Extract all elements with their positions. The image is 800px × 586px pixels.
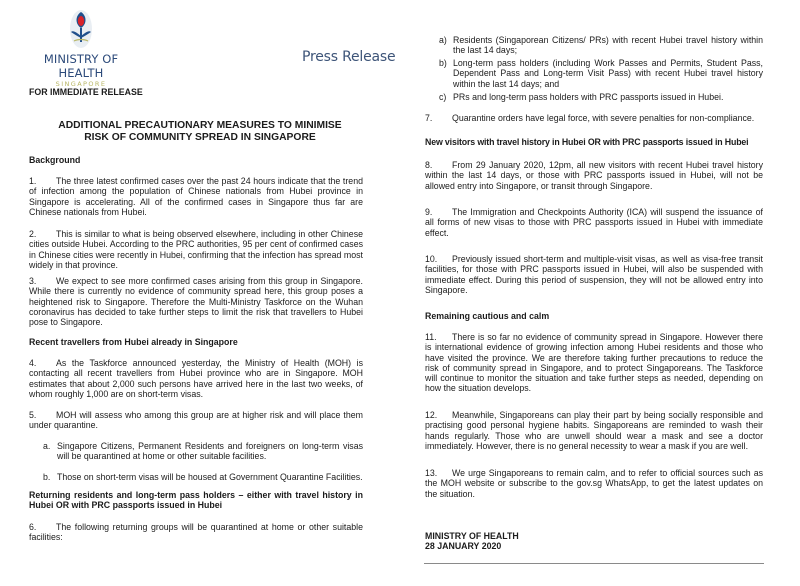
paragraph-text: From 29 January 2020, 12pm, all new visitors with recent Hubei travel history within the last 14 days, or those with PRC passports issued in Hubei, will not be allowed entry into Singapore, or transit through Singapore. [425, 160, 763, 191]
moh-logo [26, 8, 136, 88]
paragraph-number: 6. [29, 522, 37, 532]
paragraph-number: 1. [29, 176, 37, 186]
sub-item-text: PRs and long-term pass holders with PRC passports issued in Hubei. [453, 92, 724, 102]
press-release-page-2 [400, 0, 800, 586]
paragraph-number: 7. [425, 113, 433, 123]
paragraph-number: 3. [29, 276, 37, 286]
paragraph-number: 10. [425, 254, 438, 264]
sub-item-text: Residents (Singaporean Citizens/ PRs) with recent Hubei travel history within the last 14 days; [453, 35, 763, 56]
paragraph-number: 11. [425, 332, 437, 342]
paragraph-4 [29, 358, 363, 399]
sub-item-6a [439, 35, 763, 56]
paragraph-text: Meanwhile, Singaporeans can play their part by being socially responsible and practising good personal hygiene habits. Singaporeans are reminded to wash their hands regularly. Those who are unwell should wear a mask and see a doctor immediately. However, there is no general necessity to wear a mask if you are well. [425, 410, 763, 451]
sub-item-text: Long-term pass holders (including Work Passes and Permits, Student Pass, Dependent Pass and Long-term Visit Pass) with recent Hubei travel history within the last 14 days; and [453, 58, 763, 89]
sub-item-text: Singapore Citizens, Permanent Residents and foreigners on long-term visas will be quarantined at home or other suitable facilities. [57, 441, 363, 462]
sub-item-5a [43, 441, 363, 462]
paragraph-8 [425, 160, 763, 191]
moh-emblem-icon [66, 8, 96, 50]
sub-item-5b [43, 472, 363, 482]
paragraph-text: MOH will assess who among this group are at higher risk and will place them under quarantine. [29, 410, 363, 431]
paragraph-text: We expect to see more confirmed cases arising from this group in Singapore. While there is currently no evidence of community spread here, this group poses a heightened risk to Singapore. Therefore the Multi-Ministry Taskforce on the Wuhan coronavirus has decided to take further steps to limit the risk that travellers to Hubei pose to Singapore. [29, 276, 363, 328]
paragraph-number: 12. [425, 410, 438, 420]
paragraph-2 [29, 229, 363, 270]
sub-item-label: b. [43, 472, 51, 482]
paragraph-text: The three latest confirmed cases over the past 24 hours indicate that the trend of infection among the population of Chinese nationals from Hubei province in Singapore is accelerating. All of the confirmed cases in Singapore thus far are Chinese nationals from Hubei. [29, 176, 363, 217]
paragraph-13 [425, 468, 763, 499]
section-heading-returning [29, 490, 363, 511]
paragraph-text: As the Taskforce announced yesterday, the Ministry of Health (MOH) is contacting all recent travellers from Hubei province who are in Singapore. MOH estimates that about 2,000 such persons have arrived here in the last two weeks, of whom roughly 1,000 are on short-term visas. [29, 358, 363, 399]
org-country: SINGAPORE [55, 80, 107, 88]
sub-item-label: a) [439, 35, 447, 45]
title-line-2: RISK OF COMMUNITY SPREAD IN SINGAPORE [84, 132, 316, 143]
paragraph-number: 13. [425, 468, 438, 478]
heading-line-2: Hubei OR with PRC passports issued in Hubei [29, 500, 223, 511]
paragraph-1 [29, 176, 363, 217]
paragraph-3 [29, 276, 363, 327]
paragraph-12 [425, 410, 763, 451]
sub-item-6c [439, 92, 763, 102]
paragraph-11 [425, 332, 763, 394]
section-heading-background: Background [29, 155, 81, 165]
paragraph-number: 8. [425, 160, 433, 170]
section-heading-recent-travellers: Recent travellers from Hubei already in Singapore [29, 337, 238, 347]
paragraph-number: 2. [29, 229, 37, 239]
paragraph-text: This is similar to what is being observed elsewhere, including in other Chinese cities outside Hubei. According to the PRC authorities, 95 per cent of confirmed cases in Chinese cities were recently in Hubei, confirming that the infection has spread most widely in that province. [29, 229, 363, 270]
paragraph-text: Quarantine orders have legal force, with severe penalties for non-compliance. [452, 113, 755, 123]
signoff [425, 531, 763, 552]
section-heading-remaining-calm: Remaining cautious and calm [425, 311, 550, 321]
paragraph-6 [29, 522, 363, 543]
section-heading-new-visitors: New visitors with travel history in Hubei OR with PRC passports issued in Hubei [425, 137, 749, 147]
paragraph-number: 5. [29, 410, 37, 420]
paragraph-9 [425, 207, 763, 238]
page-title [0, 120, 400, 144]
doc-type-label: Press Release [302, 49, 396, 65]
paragraph-number: 4. [29, 358, 37, 368]
org-name: MINISTRY OF HEALTH [43, 52, 119, 80]
signoff-org: MINISTRY OF HEALTH [425, 531, 519, 541]
sub-item-text: Those on short-term visas will be housed at Government Quarantine Facilities. [57, 472, 363, 482]
sub-item-label: b) [439, 58, 447, 68]
sub-item-label: c) [439, 92, 447, 102]
signoff-date: 28 JANUARY 2020 [425, 541, 502, 552]
paragraph-5 [29, 410, 363, 431]
paragraph-text: Previously issued short-term and multiple-visit visas, as well as visa-free transit facilities, for those with PRC passports issued in Hubei, will also be suspended with immediate effect. During this period of suspension, they will not be allowed entry into Singapore. [425, 254, 763, 295]
paragraph-text: The following returning groups will be quarantined at home or other suitable facilities: [29, 522, 363, 543]
paragraph-10 [425, 254, 763, 295]
paragraph-text: The Immigration and Checkpoints Authority (ICA) will suspend the issuance of all forms of new visas to those with PRC passports issued in Hubei with immediate effect. [425, 207, 763, 238]
heading-line-1: Returning residents and long-term pass holders – either with travel history in [29, 490, 363, 500]
release-tag: FOR IMMEDIATE RELEASE [29, 87, 143, 97]
paragraph-7 [425, 113, 763, 123]
title-line-1: ADDITIONAL PRECAUTIONARY MEASURES TO MINIMISE [58, 120, 342, 131]
paragraph-number: 9. [425, 207, 433, 217]
paragraph-text: There is so far no evidence of community spread in Singapore. However there is international evidence of growing infection among Hubei residents and those who have visited the province. We are therefore taking further precautions to reduce the risk of community spread in Singapore, and to protect Singaporeans. The Taskforce will continue to monitor the situation and take further steps as needed, depending on how the situation develops. [425, 332, 763, 394]
sub-item-label: a. [43, 441, 51, 451]
footer-divider [424, 563, 764, 564]
paragraph-text: We urge Singaporeans to remain calm, and to refer to official sources such as the MOH website or subscribe to the gov.sg WhatsApp, to get the latest updates on the situation. [425, 468, 763, 499]
sub-item-6b [439, 58, 763, 89]
